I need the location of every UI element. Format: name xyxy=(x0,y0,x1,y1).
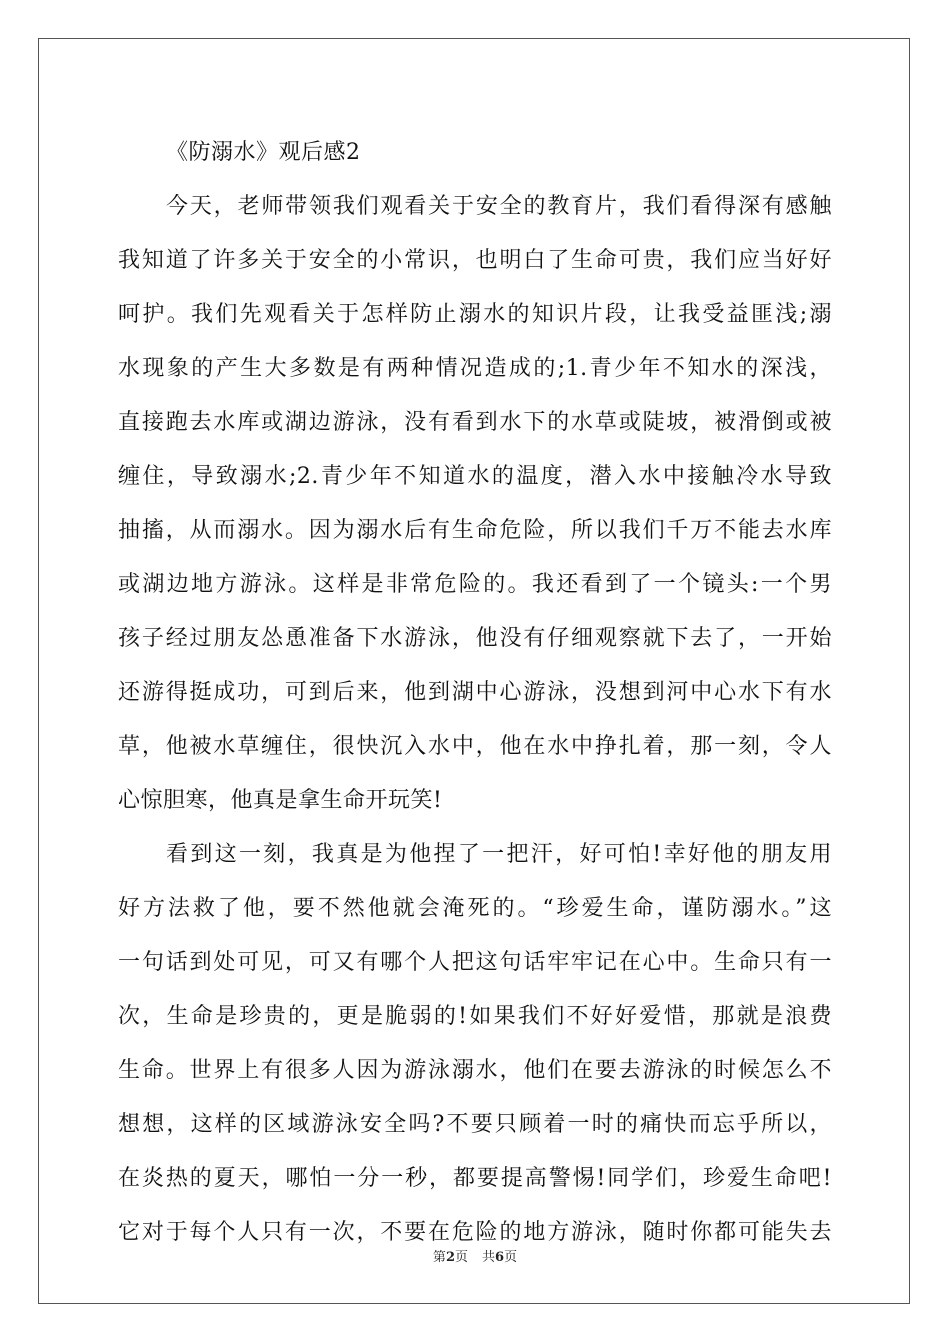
text-line: 或湖边地方游泳。这样是非常危险的。我还看到了一个镜头:一个男 xyxy=(118,572,832,597)
page-prefix: 第 xyxy=(432,1250,446,1265)
text-line: 草，他被水草缠住，很快沉入水中，他在水中挣扎着，那一刻，令人 xyxy=(118,734,832,759)
text-line: 抽搐，从而溺水。因为溺水后有生命危险，所以我们千万不能去水库 xyxy=(118,518,832,543)
document-body xyxy=(118,126,832,1260)
text-line: 想想，这样的区域游泳安全吗?不要只顾着一时的痛快而忘乎所以， xyxy=(118,1112,832,1137)
text-line: 好方法救了他，要不然他就会淹死的。“珍爱生命，谨防溺水。”这 xyxy=(118,896,832,921)
text-line: 直接跑去水库或湖边游泳，没有看到水下的水草或陡坡，被滑倒或被 xyxy=(118,410,832,435)
page-suffix: 页 xyxy=(454,1250,468,1265)
text-line: 它对于每个人只有一次，不要在危险的地方游泳，随时你都可能失去 xyxy=(118,1220,832,1245)
text-line: 孩子经过朋友怂恿准备下水游泳，他没有仔细观察就下去了，一开始 xyxy=(118,626,832,651)
page-current: 2 xyxy=(445,1250,455,1265)
text-line: 在炎热的夏天，哪怕一分一秒，都要提高警惕!同学们，珍爱生命吧! xyxy=(118,1166,832,1191)
text-line: 我知道了许多关于安全的小常识，也明白了生命可贵，我们应当好好 xyxy=(118,248,832,273)
text-line: 还游得挺成功，可到后来，他到湖中心游泳，没想到河中心水下有水 xyxy=(118,680,832,705)
text-line: 次，生命是珍贵的，更是脆弱的!如果我们不好好爱惜，那就是浪费 xyxy=(118,1004,832,1029)
text-line: 一句话到处可见，可又有哪个人把这句话牢牢记在心中。生命只有一 xyxy=(118,950,832,975)
paragraph-1 xyxy=(118,180,832,828)
document-title: 《防溺水》观后感2 xyxy=(166,140,361,165)
text-line: 看到这一刻，我真是为他捏了一把汗，好可怕!幸好他的朋友用 xyxy=(166,842,832,867)
page-total: 6 xyxy=(495,1250,505,1265)
paragraph-2 xyxy=(118,828,832,1260)
total-prefix: 共 xyxy=(482,1250,496,1265)
page-footer xyxy=(0,1246,950,1265)
text-line: 心惊胆寒，他真是拿生命开玩笑! xyxy=(118,788,443,813)
text-line: 呵护。我们先观看关于怎样防止溺水的知识片段，让我受益匪浅;溺 xyxy=(118,302,832,327)
text-line: 缠住，导致溺水;2.青少年不知道水的温度，潜入水中接触冷水导致 xyxy=(118,464,832,489)
text-line: 今天，老师带领我们观看关于安全的教育片，我们看得深有感触 xyxy=(166,194,832,219)
total-suffix: 页 xyxy=(504,1250,518,1265)
text-line: 生命。世界上有很多人因为游泳溺水，他们在要去游泳的时候怎么不 xyxy=(118,1058,832,1083)
text-line: 水现象的产生大多数是有两种情况造成的;1.青少年不知水的深浅， xyxy=(118,356,832,381)
